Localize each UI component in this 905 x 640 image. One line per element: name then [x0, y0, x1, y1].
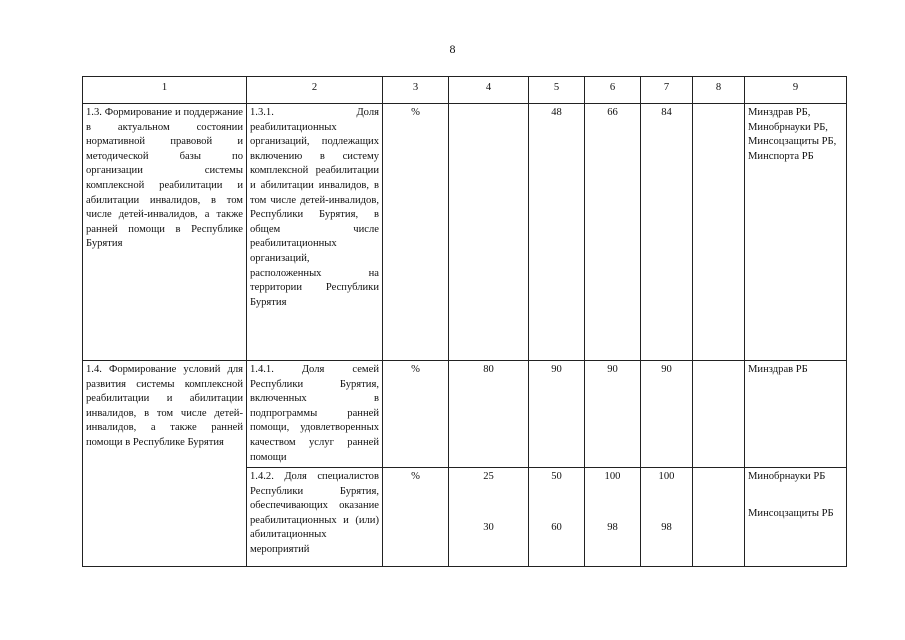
value-cell-4: [449, 104, 529, 361]
value-cell-7: 90: [641, 361, 693, 468]
col-header-5: 5: [529, 77, 585, 104]
value-cell-4: 80: [449, 361, 529, 468]
value-secondary: 98: [661, 521, 672, 533]
indicator-cell: 1.4.1. Доля семей Республики Бурятия, включенных в подпрограммы ранней помощи, удовлетворенных качеством услуг ранней помощи: [247, 361, 383, 468]
goal-cell: 1.3. Формирование и поддержание в актуальном состоянии нормативной правовой и методической базы по организации системы комплексной реабилитации и абилитации инвалидов, в том числе детей-инвалидов, а также ранней помощи в Республике Бурятия: [83, 104, 247, 361]
responsible-secondary: Минсоцзащиты РБ: [748, 507, 834, 519]
col-header-2: 2: [247, 77, 383, 104]
spacer: [532, 485, 581, 521]
value-primary: 25: [483, 471, 494, 482]
value-cell-6: 66: [585, 104, 641, 361]
unit-cell: %: [383, 361, 449, 468]
responsible-cell: [745, 468, 847, 567]
table-row: [83, 361, 847, 468]
page-number: 8: [449, 42, 456, 56]
value-cell-5: 48: [529, 104, 585, 361]
value-cell-6: [585, 468, 641, 567]
value-primary: 100: [658, 471, 675, 482]
spacer: [588, 485, 637, 521]
col-header-3: 3: [383, 77, 449, 104]
value-cell-5: [529, 468, 585, 567]
col-header-1: 1: [83, 77, 247, 104]
value-primary: 100: [604, 471, 621, 482]
col-header-4: 4: [449, 77, 529, 104]
col-header-7: 7: [641, 77, 693, 104]
value-cell-7: 84: [641, 104, 693, 361]
value-secondary: 30: [483, 521, 494, 533]
col-header-6: 6: [585, 77, 641, 104]
indicator-cell: 1.4.2. Доля специалистов Республики Бурятия, обеспечивающих оказание реабилитационных и (или) абилитационных мероприятий: [247, 468, 383, 567]
value-secondary: 60: [551, 521, 562, 533]
table-row: [83, 104, 847, 361]
responsible-primary: Минобрнауки РБ: [748, 471, 826, 482]
responsible-cell: Минздрав РБ, Минобрнауки РБ, Минсоцзащиты РБ, Минспорта РБ: [745, 104, 847, 361]
value-cell-7: [641, 468, 693, 567]
value-cell-4: [449, 468, 529, 567]
unit-cell: %: [383, 104, 449, 361]
value-cell-6: 90: [585, 361, 641, 468]
goal-cell: 1.4. Формирование условий для развития системы комплексной реабилитации и абилитации инвалидов, в том числе детей-инвалидов, а также ранней помощи в Республике Бурятия: [83, 361, 247, 567]
value-primary: 50: [551, 471, 562, 482]
indicators-table: [82, 76, 847, 567]
indicator-cell: 1.3.1. Доля реабилитационных организаций, подлежащих включению в систему комплексной реабилитации и абилитации инвалидов, в том числе детей-инвалидов, Республики Бурятия, в общем числе реабилитационных организаций, расположенных на территории Республики Бурятия: [247, 104, 383, 361]
spacer: [452, 485, 525, 521]
col-header-8: 8: [693, 77, 745, 104]
header-row: [83, 77, 847, 104]
unit-cell: %: [383, 468, 449, 567]
responsible-cell: Минздрав РБ: [745, 361, 847, 468]
spacer: [644, 485, 689, 521]
value-cell-5: 90: [529, 361, 585, 468]
value-cell-8: [693, 104, 745, 361]
value-cell-8: [693, 468, 745, 567]
value-cell-8: [693, 361, 745, 468]
col-header-9: 9: [745, 77, 847, 104]
value-secondary: 98: [607, 521, 618, 533]
spacer: [748, 485, 843, 507]
